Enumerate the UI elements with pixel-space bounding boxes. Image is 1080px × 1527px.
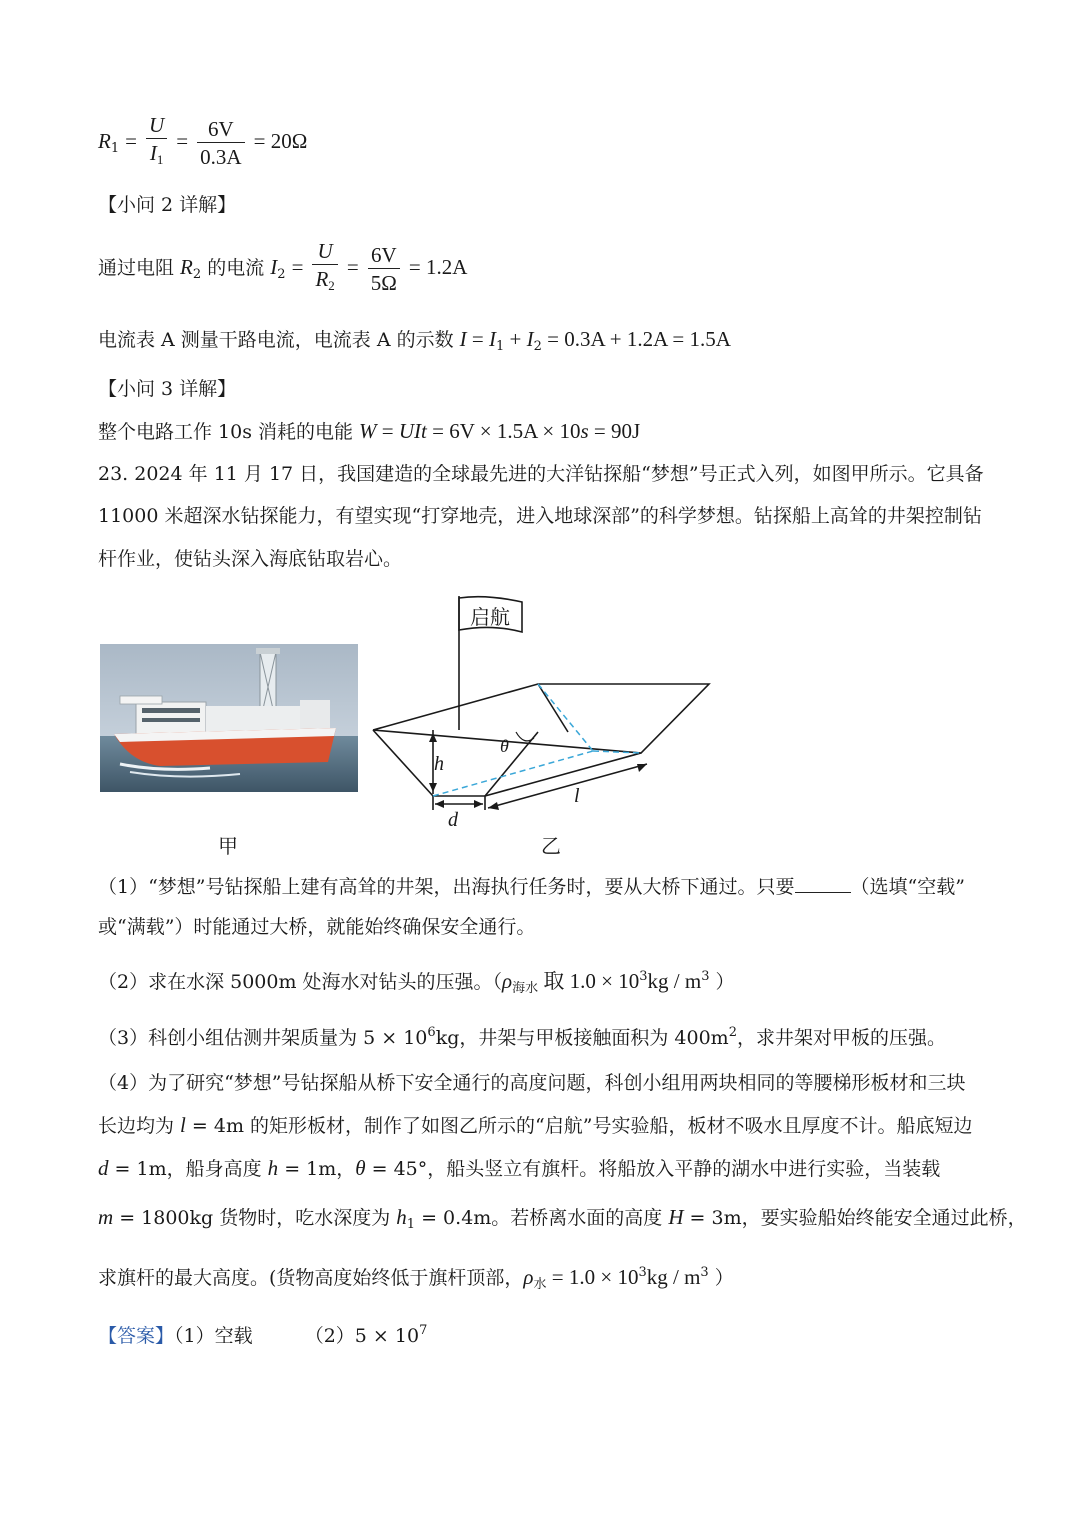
question-4-line4: m = 1800kg 货物时，吃水深度为 $h_1 = 0.4m$。若桥离水面的高度 H = 3m，要实验船始终能安全通过此桥， [98, 1205, 1027, 1232]
label-d: d [448, 809, 458, 831]
question-1-line1: （1）“梦想”号钻探船上建有高耸的井架，出海执行任务时，要从大桥下通过。只要 （选填“空载” [98, 872, 965, 900]
answer-line: 【答案】（1）空载 $(2)5 \times 10^7$ [98, 1323, 428, 1347]
question-4-line5: 求旗杆的最大高度。(货物高度始终低于旗杆顶部，$\rho_水 = 1.0 \times 10^3kg / m^3$ ） [98, 1265, 734, 1292]
question-4-line1: （4）为了研究“梦想”号钻探船从桥下安全通行的高度问题，科创小组用两块相同的等腰梯形板材和三块 [98, 1072, 966, 1094]
caption-right: 乙 [541, 834, 561, 858]
flag-label: 启航 [470, 607, 510, 629]
question-2: （2）求在水深 5000m 处海水对钻头的压强。（$\rho_{海水}$ 取 $1.0 \times 10^3kg / m^3$ ） [98, 969, 735, 996]
q3-heading: 【小问 3 详解】 [98, 378, 237, 400]
r1-formula: $R_1$ = $\frac{U}{I_1}$ = $\frac{6V}{0.3A}$ = 20Ω [98, 113, 308, 169]
caption-left: 甲 [218, 834, 238, 858]
problem23-line1: 23. 2024 年 11 月 17 日，我国建造的全球最先进的大洋钻探船“梦想”号正式入列，如图甲所示。它具备 [98, 463, 984, 485]
question-4-line2: 长边均为 l = 4m 的矩形板材，制作了如图乙所示的“启航”号实验船，板材不吸水且厚度不计。船底短边 [98, 1113, 973, 1137]
q1-answer-blank [795, 872, 851, 893]
label-l: l [574, 785, 580, 807]
ship-photo [100, 644, 358, 792]
q3-energy-line: 整个电路工作 10s 消耗的电能 W = UIt = 6V × 1.5A × 10s = 90J [98, 419, 641, 443]
problem23-line2: 11000 米超深水钻探能力，有望实现“打穿地壳，进入地球深部”的科学梦想。钻探船上高耸的井架控制钻 [98, 505, 982, 527]
boat-diagram [360, 586, 720, 836]
q2-heading: 【小问 2 详解】 [98, 194, 237, 216]
problem23-line3: 杆作业，使钻头深入海底钻取岩心。 [98, 548, 403, 570]
question-3: （3）科创小组估测井架质量为 $5 \times 10^6kg$，井架与甲板接触面积为 $400m^2$，求井架对甲板的压强。 [98, 1025, 946, 1049]
label-theta: θ [500, 736, 509, 756]
label-h: h [434, 753, 444, 775]
answer-label: 【答案】 [98, 1325, 175, 1347]
q2-ammeter-line: 电流表 A 测量干路电流，电流表 A 的示数 $I = I_1 + I_2 = 0.3A + 1.2A = 1.5A$ [98, 327, 731, 354]
q2-current-line: 通过电阻 $R_2$ 的电流 $I_2$ = $\frac{U}{R_2}$ = $\frac{6V}{5\Omega}$ = 1.2A [98, 239, 468, 295]
question-1-line2: 或“满载”）时能通过大桥，就能始终确保安全通行。 [98, 916, 536, 938]
question-4-line3: d = 1m，船身高度 h = 1m，θ = 45°，船头竖立有旗杆。将船放入平静的湖水中进行实验，当装载 [98, 1156, 941, 1180]
